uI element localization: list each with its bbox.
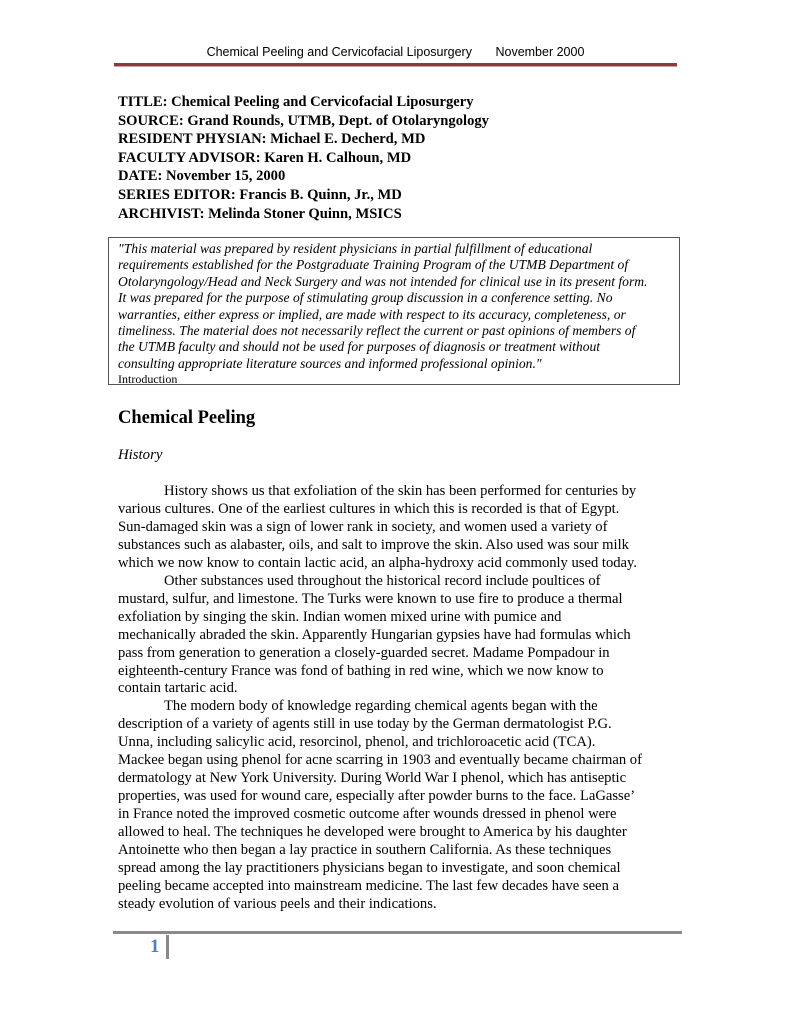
text-line: substances such as alabaster, oils, and salt to improve the skin. Also used was sour milk — [118, 536, 629, 553]
subsection-heading: History — [118, 447, 163, 463]
text-line: various cultures. One of the earliest cultures in which this is recorded is that of Egypt. — [118, 500, 620, 517]
text-line: Other substances used throughout the historical record include poultices of — [164, 572, 601, 589]
header-title: Chemical Peeling and Cervicofacial Liposurgery — [206, 45, 472, 59]
text-line: Mackee began using phenol for acne scarring in 1903 and eventually became chairman of — [118, 752, 642, 769]
paragraph-1 — [118, 483, 678, 573]
text-line: properties, was used for wound care, especially after powder burns to the face. LaGasse’ — [118, 788, 636, 805]
text-line: History shows us that exfoliation of the skin has been performed for centuries by — [164, 483, 637, 499]
paragraph-3 — [118, 698, 678, 913]
meta-source: SOURCE: Grand Rounds, UTMB, Dept. of Otolaryngology — [118, 112, 489, 129]
meta-title: TITLE: Chemical Peeling and Cervicofacial Liposurgery — [118, 94, 474, 110]
meta-date: DATE: November 15, 2000 — [118, 168, 286, 185]
disclaimer-line: timeliness. The material does not necessarily reflect the current or past opinions of members of — [118, 323, 636, 339]
text-line: allowed to heal. The techniques he developed were brought to America by his daughter — [118, 824, 627, 841]
disclaimer-line: It was prepared for the purpose of stimulating group discussion in a conference setting. No — [118, 290, 613, 306]
introduction-label: Introduction — [118, 372, 178, 387]
disclaimer-line: Otolaryngology/Head and Neck Surgery and was not intended for clinical use in its present form. — [118, 273, 648, 289]
text-line: Antoinette who then began a lay practice in southern California. As these techniques — [118, 842, 612, 859]
text-line: which we now know to contain lactic acid, an alpha-hydroxy acid commonly used today. — [118, 554, 638, 571]
meta-resident: RESIDENT PHYSIAN: Michael E. Decherd, MD — [118, 131, 426, 148]
text-line: mechanically abraded the skin. Apparently Hungarian gypsies have had formulas which — [118, 626, 631, 643]
section-heading: Chemical Peeling — [118, 408, 256, 428]
text-line: description of a variety of agents still in use today by the German dermatologist P.G. — [118, 716, 612, 733]
disclaimer-line: the UTMB faculty and should not be used for purposes of diagnosis or treatment without — [118, 339, 601, 355]
text-line: spread among the lay practitioners physicians began to investigate, and soon chemical — [118, 860, 621, 877]
meta-archivist: ARCHIVIST: Melinda Stoner Quinn, MSICS — [118, 205, 402, 222]
disclaimer-text — [118, 241, 671, 372]
text-line: peeling became accepted into mainstream medicine. The last few decades have seen a — [118, 877, 619, 894]
disclaimer-box — [108, 237, 680, 385]
text-line: eighteenth-century France was fond of bathing in red wine, which we now know to — [118, 662, 604, 679]
disclaimer-line: consulting appropriate literature sources and informed professional opinion." — [118, 355, 542, 371]
text-line: contain tartaric acid. — [118, 680, 238, 697]
document-metadata — [118, 93, 678, 223]
text-line: in France noted the improved cosmetic outcome after wounds dressed in phenol were — [118, 806, 617, 823]
meta-faculty-advisor: FACULTY ADVISOR: Karen H. Calhoun, MD — [118, 149, 412, 166]
text-line: Unna, including salicylic acid, resorcinol, phenol, and trichloroacetic acid (TCA). — [118, 734, 596, 751]
footer-rule — [113, 931, 682, 934]
disclaimer-line: requirements established for the Postgraduate Training Program of the UTMB Department of — [118, 257, 629, 273]
text-line: pass from generation to generation a closely-guarded secret. Madame Pompadour in — [118, 644, 610, 661]
text-line: Sun-damaged skin was a sign of lower rank in society, and women used a variety of — [118, 518, 608, 535]
text-line: exfoliation by singing the skin. Indian women mixed urine with pumice and — [118, 608, 562, 625]
meta-series-editor: SERIES EDITOR: Francis B. Quinn, Jr., MD — [118, 186, 402, 203]
page-number-divider — [166, 935, 169, 959]
header-rule — [114, 63, 677, 67]
header-date: November 2000 — [495, 45, 585, 59]
body-text — [118, 483, 678, 914]
disclaimer-line: "This material was prepared by resident physicians in partial fulfillment of educational — [118, 241, 593, 256]
disclaimer-line: warranties, either express or implied, are made with respect to its accuracy, completeness, or — [118, 306, 626, 322]
text-line: mustard, sulfur, and limestone. The Turks were known to use fire to produce a thermal — [118, 590, 623, 607]
text-line: dermatology at New York University. During World War I phenol, which has antiseptic — [118, 770, 627, 787]
page-header — [0, 45, 791, 59]
paragraph-2 — [118, 573, 678, 699]
text-line: The modern body of knowledge regarding chemical agents began with the — [164, 698, 598, 715]
page-number: 1 — [150, 936, 160, 957]
text-line: steady evolution of various peels and their indications. — [118, 895, 437, 912]
